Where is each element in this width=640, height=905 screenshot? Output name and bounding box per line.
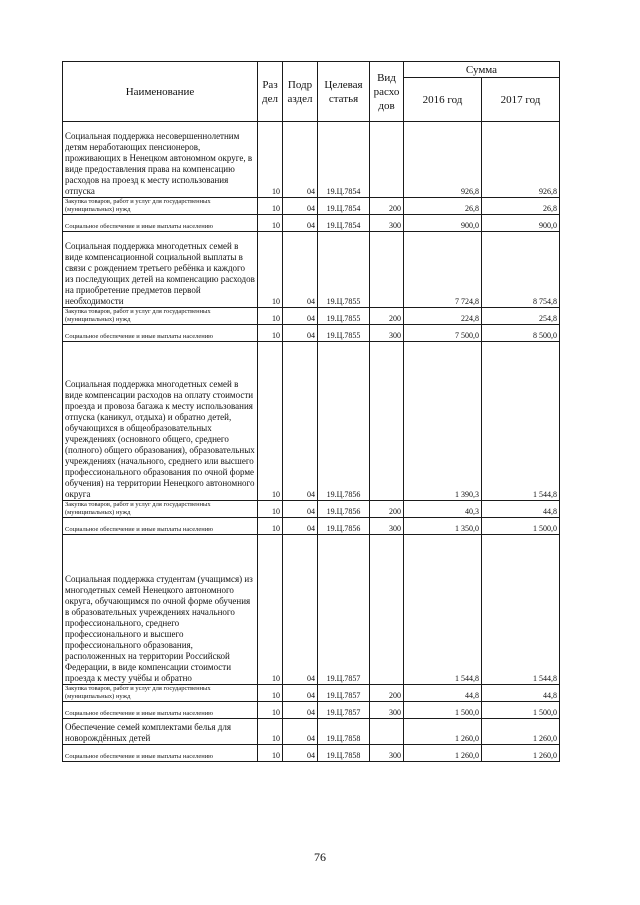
row-expense-type bbox=[370, 232, 404, 308]
row-target: 19.Ц.7856 bbox=[318, 501, 370, 518]
row-name: Социальная поддержка студентам (учащимся) из многодетных семей Ненецкого автономного округа, обучающимся по очной форме обучения в образовательных учреждениях начального профессионального, среднего профессионального и высшего профессионального образования, расположенных на территории Российской Федерации, в виде компенсации стоимости проезда к месту учёбы и обратно bbox=[63, 535, 258, 685]
row-amount-2016: 1 390,3 bbox=[404, 342, 482, 501]
row-amount-2017: 26,8 bbox=[482, 198, 560, 215]
table-row bbox=[63, 215, 560, 232]
row-podrazdel: 04 bbox=[283, 325, 318, 342]
row-expense-type bbox=[370, 535, 404, 685]
row-podrazdel: 04 bbox=[283, 702, 318, 719]
row-amount-2017: 1 544,8 bbox=[482, 535, 560, 685]
row-razdel: 10 bbox=[258, 702, 283, 719]
row-podrazdel: 04 bbox=[283, 685, 318, 702]
row-target: 19.Ц.7855 bbox=[318, 325, 370, 342]
row-expense-type: 300 bbox=[370, 702, 404, 719]
table-body bbox=[63, 122, 560, 762]
row-expense-type: 200 bbox=[370, 308, 404, 325]
budget-table bbox=[62, 61, 560, 762]
row-amount-2016: 44,8 bbox=[404, 685, 482, 702]
row-razdel: 10 bbox=[258, 215, 283, 232]
row-razdel: 10 bbox=[258, 685, 283, 702]
row-podrazdel: 04 bbox=[283, 745, 318, 762]
row-amount-2016: 1 350,0 bbox=[404, 518, 482, 535]
row-amount-2016: 1 260,0 bbox=[404, 745, 482, 762]
row-razdel: 10 bbox=[258, 535, 283, 685]
row-name: Закупка товаров, работ и услуг для государственных (муниципальных) нужд bbox=[63, 685, 258, 702]
row-target: 19.Ц.7857 bbox=[318, 535, 370, 685]
row-amount-2016: 1 260,0 bbox=[404, 719, 482, 745]
table-row bbox=[63, 518, 560, 535]
row-expense-type bbox=[370, 122, 404, 198]
row-name: Социальное обеспечение и иные выплаты населению bbox=[63, 702, 258, 719]
row-amount-2016: 1 500,0 bbox=[404, 702, 482, 719]
row-amount-2016: 900,0 bbox=[404, 215, 482, 232]
row-podrazdel: 04 bbox=[283, 215, 318, 232]
row-podrazdel: 04 bbox=[283, 518, 318, 535]
row-target: 19.Ц.7855 bbox=[318, 308, 370, 325]
row-amount-2016: 1 544,8 bbox=[404, 535, 482, 685]
row-amount-2017: 1 260,0 bbox=[482, 745, 560, 762]
row-amount-2017: 8 500,0 bbox=[482, 325, 560, 342]
row-expense-type: 200 bbox=[370, 198, 404, 215]
row-target: 19.Ц.7855 bbox=[318, 232, 370, 308]
row-amount-2017: 254,8 bbox=[482, 308, 560, 325]
row-target: 19.Ц.7854 bbox=[318, 122, 370, 198]
row-razdel: 10 bbox=[258, 745, 283, 762]
row-target: 19.Ц.7857 bbox=[318, 685, 370, 702]
row-amount-2017: 44,8 bbox=[482, 501, 560, 518]
row-razdel: 10 bbox=[258, 719, 283, 745]
row-podrazdel: 04 bbox=[283, 308, 318, 325]
row-razdel: 10 bbox=[258, 232, 283, 308]
row-target: 19.Ц.7854 bbox=[318, 215, 370, 232]
table-row bbox=[63, 719, 560, 745]
row-amount-2016: 926,8 bbox=[404, 122, 482, 198]
row-expense-type bbox=[370, 719, 404, 745]
table-row bbox=[63, 122, 560, 198]
table-row bbox=[63, 198, 560, 215]
row-podrazdel: 04 bbox=[283, 342, 318, 501]
row-razdel: 10 bbox=[258, 122, 283, 198]
row-razdel: 10 bbox=[258, 325, 283, 342]
row-expense-type: 300 bbox=[370, 325, 404, 342]
page-number: 76 bbox=[314, 850, 326, 864]
row-podrazdel: 04 bbox=[283, 232, 318, 308]
row-amount-2017: 900,0 bbox=[482, 215, 560, 232]
row-amount-2017: 1 500,0 bbox=[482, 702, 560, 719]
table-row bbox=[63, 325, 560, 342]
row-name: Социальная поддержка несовершеннолетним детям неработающих пенсионеров, проживающих в Ненецком автономном округе, в виде предоставления права на компенсацию расходов на проезд к месту использования отпуска bbox=[63, 122, 258, 198]
row-target: 19.Ц.7856 bbox=[318, 518, 370, 535]
header-year-2016: 2016 год bbox=[404, 78, 482, 122]
row-name: Закупка товаров, работ и услуг для государственных (муниципальных) нужд bbox=[63, 501, 258, 518]
table-row bbox=[63, 232, 560, 308]
row-target: 19.Ц.7854 bbox=[318, 198, 370, 215]
header-target: Целевая статья bbox=[318, 62, 370, 122]
row-name: Закупка товаров, работ и услуг для государственных (муниципальных) нужд bbox=[63, 198, 258, 215]
table-row bbox=[63, 685, 560, 702]
row-expense-type: 200 bbox=[370, 501, 404, 518]
table-row bbox=[63, 535, 560, 685]
header-razdel: Раз дел bbox=[258, 62, 283, 122]
row-podrazdel: 04 bbox=[283, 501, 318, 518]
row-razdel: 10 bbox=[258, 308, 283, 325]
row-razdel: 10 bbox=[258, 342, 283, 501]
header-sum: Сумма bbox=[404, 62, 560, 78]
row-razdel: 10 bbox=[258, 501, 283, 518]
row-amount-2016: 26,8 bbox=[404, 198, 482, 215]
row-name: Закупка товаров, работ и услуг для государственных (муниципальных) нужд bbox=[63, 308, 258, 325]
row-podrazdel: 04 bbox=[283, 719, 318, 745]
row-podrazdel: 04 bbox=[283, 122, 318, 198]
row-amount-2016: 7 500,0 bbox=[404, 325, 482, 342]
row-expense-type: 300 bbox=[370, 745, 404, 762]
row-amount-2017: 44,8 bbox=[482, 685, 560, 702]
row-name: Социальная поддержка многодетных семей в виде компенсационной социальной выплаты в связи с рождением третьего ребёнка и каждого из последующих детей на компенсацию расходов на приобретение предметов первой необходимости bbox=[63, 232, 258, 308]
row-razdel: 10 bbox=[258, 518, 283, 535]
row-amount-2017: 1 500,0 bbox=[482, 518, 560, 535]
row-name: Социальное обеспечение и иные выплаты населению bbox=[63, 325, 258, 342]
row-name: Социальное обеспечение и иные выплаты населению bbox=[63, 215, 258, 232]
table-row bbox=[63, 342, 560, 501]
row-podrazdel: 04 bbox=[283, 535, 318, 685]
table-row bbox=[63, 745, 560, 762]
row-expense-type bbox=[370, 342, 404, 501]
row-amount-2016: 40,3 bbox=[404, 501, 482, 518]
row-name: Социальное обеспечение и иные выплаты населению bbox=[63, 518, 258, 535]
row-expense-type: 300 bbox=[370, 215, 404, 232]
row-target: 19.Ц.7856 bbox=[318, 342, 370, 501]
table-row bbox=[63, 501, 560, 518]
row-target: 19.Ц.7857 bbox=[318, 702, 370, 719]
row-amount-2017: 926,8 bbox=[482, 122, 560, 198]
row-amount-2016: 224,8 bbox=[404, 308, 482, 325]
row-amount-2016: 7 724,8 bbox=[404, 232, 482, 308]
row-amount-2017: 8 754,8 bbox=[482, 232, 560, 308]
header-year-2017: 2017 год bbox=[482, 78, 560, 122]
header-podrazdel: Подр аздел bbox=[283, 62, 318, 122]
header-name: Наименование bbox=[63, 62, 258, 122]
row-amount-2017: 1 544,8 bbox=[482, 342, 560, 501]
row-amount-2017: 1 260,0 bbox=[482, 719, 560, 745]
row-name: Социальная поддержка многодетных семей в виде компенсации расходов на оплату стоимости проезда и провоза багажа к месту использования отпуска (каникул, отдыха) и обратно детей, обучающихся в общеобразовательных учреждениях (основного общего, среднего (полного) общего образования), образовательных учреждениях (начального, среднего или высшего профессионального образования по очной форме обучения) на территории Ненецкого автономного округа bbox=[63, 342, 258, 501]
table-row bbox=[63, 702, 560, 719]
row-razdel: 10 bbox=[258, 198, 283, 215]
row-target: 19.Ц.7858 bbox=[318, 719, 370, 745]
row-name: Обеспечение семей комплектами белья для новорождённых детей bbox=[63, 719, 258, 745]
table-row bbox=[63, 308, 560, 325]
header-expense-type: Вид расхо дов bbox=[370, 62, 404, 122]
row-podrazdel: 04 bbox=[283, 198, 318, 215]
row-expense-type: 300 bbox=[370, 518, 404, 535]
row-target: 19.Ц.7858 bbox=[318, 745, 370, 762]
row-expense-type: 200 bbox=[370, 685, 404, 702]
row-name: Социальное обеспечение и иные выплаты населению bbox=[63, 745, 258, 762]
